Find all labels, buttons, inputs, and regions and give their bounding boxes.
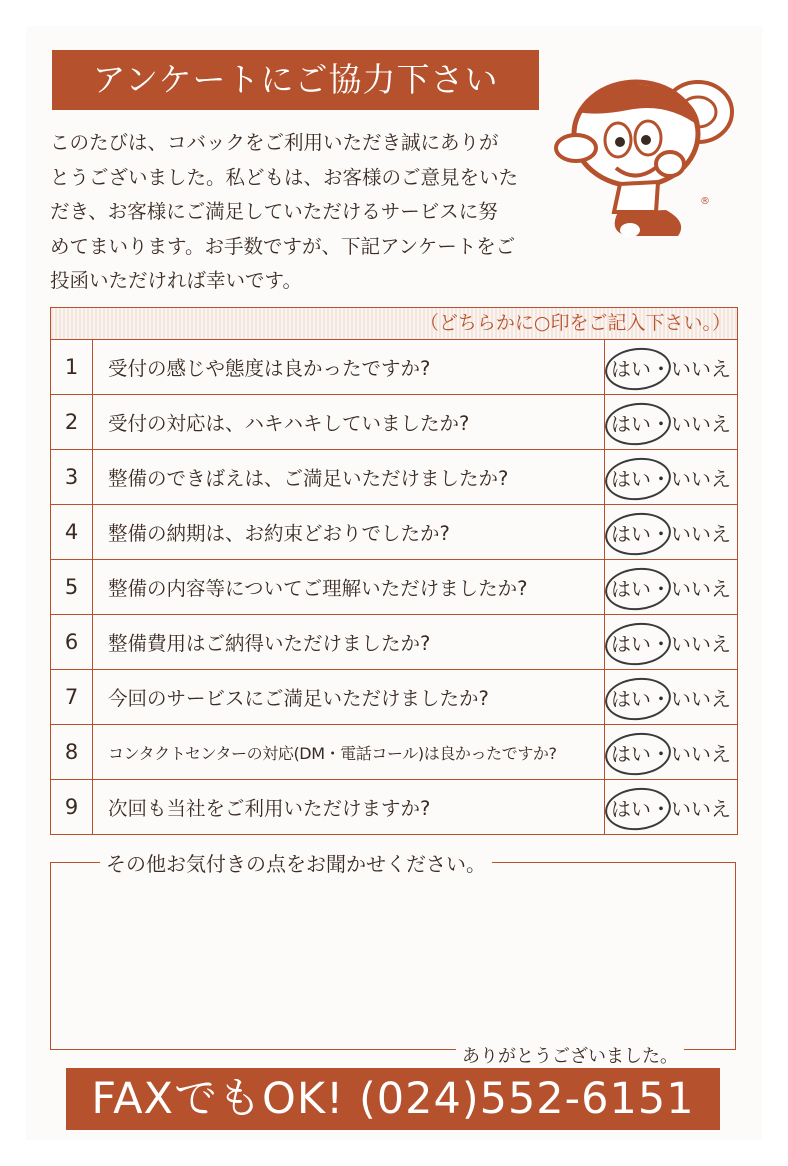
answer-separator: ・ bbox=[651, 686, 671, 711]
answer-choice[interactable] bbox=[604, 615, 737, 669]
intro-line: とうございました。私どもは、お客様のご意見をいた bbox=[50, 165, 519, 189]
answer-choice[interactable] bbox=[604, 670, 737, 724]
question-number: 5 bbox=[51, 560, 93, 614]
question-number: 7 bbox=[51, 670, 93, 724]
intro-text bbox=[50, 126, 550, 299]
registered-mark: ® bbox=[700, 196, 710, 207]
answer-choice[interactable] bbox=[604, 725, 737, 779]
question-row bbox=[51, 395, 737, 450]
comments-label: その他お気付きの点をお聞かせください。 bbox=[100, 848, 492, 877]
answer-separator: ・ bbox=[651, 521, 671, 546]
answer-choice[interactable] bbox=[604, 450, 737, 504]
comments-box[interactable] bbox=[50, 852, 736, 1067]
intro-line: めてまいります。お手数ですが、下記アンケートをご bbox=[50, 234, 516, 258]
comments-frame[interactable] bbox=[50, 862, 736, 1050]
question-text: 今回のサービスにご満足いただけましたか? bbox=[108, 687, 489, 710]
answer-no[interactable]: いいえ bbox=[671, 631, 731, 656]
question-row bbox=[51, 560, 737, 615]
answer-no[interactable]: いいえ bbox=[671, 356, 731, 381]
page-title: アンケートにご協力下さい bbox=[52, 50, 539, 110]
answer-yes[interactable]: はい bbox=[611, 411, 651, 436]
question-text: コンタクトセンターの対応(DM・電話コール)は良かったですか? bbox=[108, 743, 557, 763]
answer-choice[interactable] bbox=[604, 505, 737, 559]
answer-choice[interactable] bbox=[604, 340, 737, 394]
question-number: 1 bbox=[51, 340, 93, 394]
answer-no[interactable]: いいえ bbox=[671, 466, 731, 491]
answer-separator: ・ bbox=[651, 466, 671, 491]
answer-choice[interactable] bbox=[604, 560, 737, 614]
answer-yes[interactable]: はい bbox=[611, 686, 651, 711]
survey-instruction: （どちらかに○印をご記入下さい。） bbox=[51, 308, 737, 340]
answer-yes[interactable]: はい bbox=[611, 796, 651, 821]
answer-no[interactable]: いいえ bbox=[671, 741, 731, 766]
answer-no[interactable]: いいえ bbox=[671, 796, 731, 821]
answer-no[interactable]: いいえ bbox=[671, 576, 731, 601]
answer-separator: ・ bbox=[651, 576, 671, 601]
question-number: 8 bbox=[51, 725, 93, 779]
question-row bbox=[51, 725, 737, 780]
answer-separator: ・ bbox=[651, 411, 671, 436]
answer-choice[interactable] bbox=[604, 395, 737, 449]
answer-choice[interactable] bbox=[604, 780, 737, 834]
answer-no[interactable]: いいえ bbox=[671, 521, 731, 546]
question-row bbox=[51, 505, 737, 560]
answer-yes[interactable]: はい bbox=[611, 466, 651, 491]
answer-yes[interactable]: はい bbox=[611, 576, 651, 601]
question-row bbox=[51, 615, 737, 670]
answer-yes[interactable]: はい bbox=[611, 356, 651, 381]
question-row bbox=[51, 670, 737, 725]
question-row bbox=[51, 780, 737, 834]
answer-no[interactable]: いいえ bbox=[671, 686, 731, 711]
thanks-text: ありがとうございました。 bbox=[456, 1042, 684, 1068]
answer-separator: ・ bbox=[651, 356, 671, 381]
question-number: 6 bbox=[51, 615, 93, 669]
question-text: 受付の感じや態度は良かったですか? bbox=[108, 357, 431, 380]
question-number: 3 bbox=[51, 450, 93, 504]
answer-yes[interactable]: はい bbox=[611, 741, 651, 766]
question-text: 整備の納期は、お約束どおりでしたか? bbox=[108, 522, 450, 545]
fax-banner: FAXでもOK! (024)552-6151 bbox=[66, 1068, 720, 1130]
answer-separator: ・ bbox=[651, 796, 671, 821]
survey-table bbox=[50, 307, 738, 835]
question-text: 次回も当社をご利用いただけますか? bbox=[108, 797, 431, 820]
answer-no[interactable]: いいえ bbox=[671, 411, 731, 436]
intro-line: このたびは、コバックをご利用いただき誠にありが bbox=[50, 131, 499, 154]
question-text: 整備のできばえは、ご満足いただけましたか? bbox=[108, 467, 509, 490]
question-text: 受付の対応は、ハキハキしていましたか? bbox=[108, 412, 470, 435]
question-row bbox=[51, 340, 737, 395]
question-text: 整備の内容等についてご理解いただけましたか? bbox=[108, 577, 528, 600]
question-row bbox=[51, 450, 737, 505]
intro-line: だき、お客様にご満足していただけるサービスに努 bbox=[50, 200, 498, 223]
answer-separator: ・ bbox=[651, 631, 671, 656]
intro-line: 投函いただければ幸いです。 bbox=[50, 269, 302, 292]
mascot-illustration bbox=[548, 72, 738, 247]
question-text: 整備費用はご納得いただけましたか? bbox=[108, 632, 431, 655]
answer-yes[interactable]: はい bbox=[611, 631, 651, 656]
question-number: 4 bbox=[51, 505, 93, 559]
question-number: 2 bbox=[51, 395, 93, 449]
answer-separator: ・ bbox=[651, 741, 671, 766]
question-number: 9 bbox=[51, 780, 93, 834]
answer-yes[interactable]: はい bbox=[611, 521, 651, 546]
